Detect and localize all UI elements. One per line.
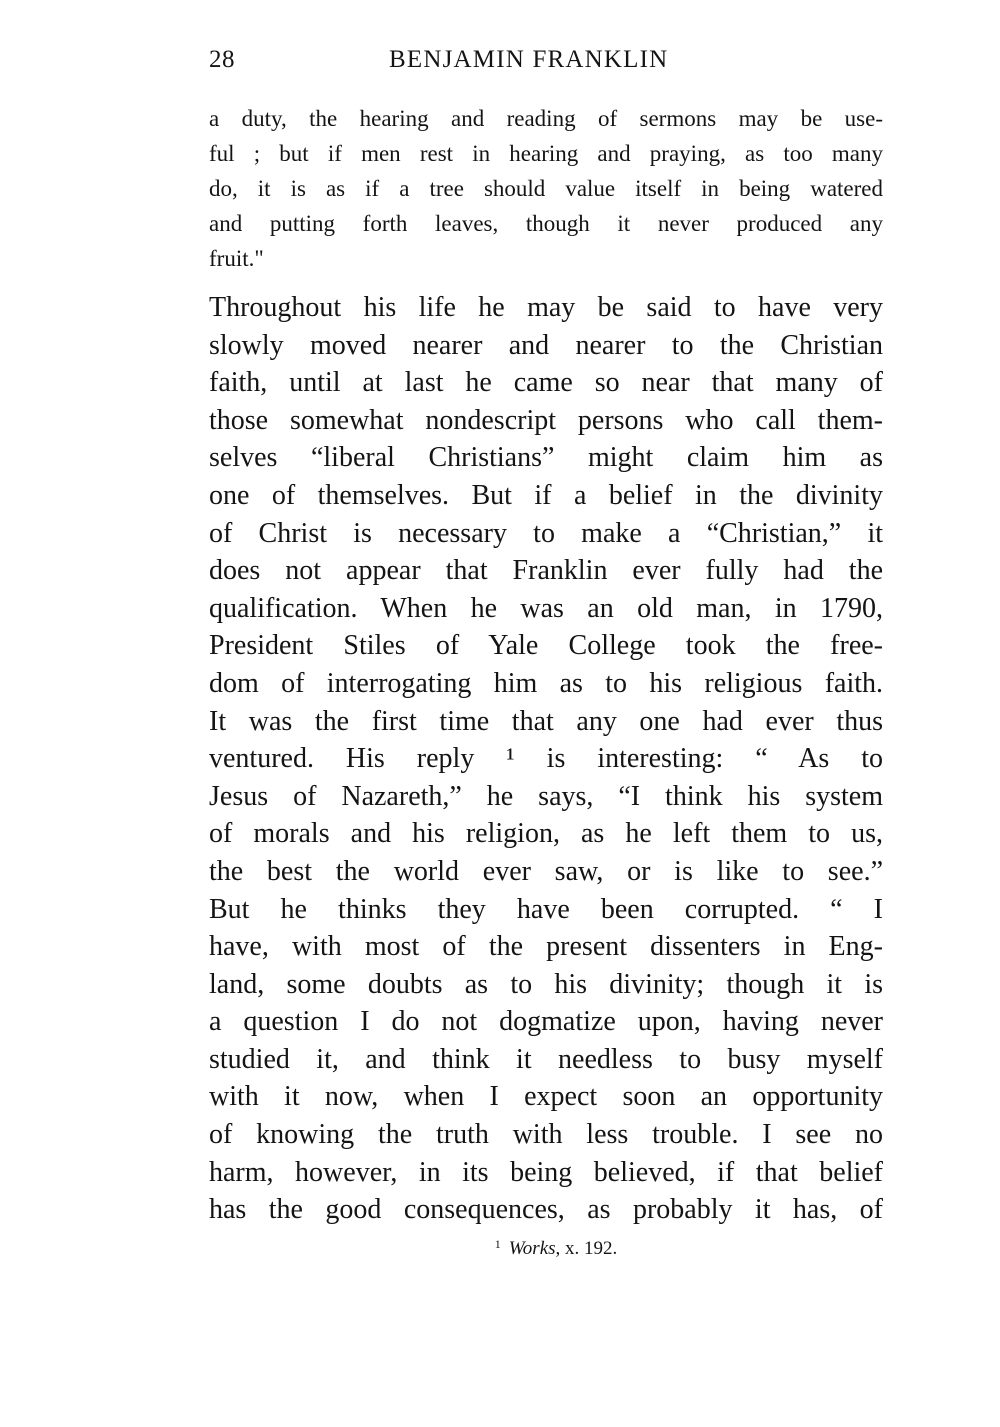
body-line: of morals and his religion, as he left them to us, [209,818,883,850]
footnote-reference: , x. 192. [555,1238,618,1259]
quote-line: ful ; but if men rest in hearing and praying, as too many [209,141,883,166]
body-line: a question I do not dogmatize upon, having never [209,1006,883,1038]
body-line: does not appear that Franklin ever fully had the [209,555,883,587]
body-line: studied it, and think it needless to busy myself [209,1043,883,1075]
body-line: dom of interrogating him as to his religious faith. [209,667,883,699]
quote-line: and putting forth leaves, though it never produced any [209,211,883,236]
body-line: land, some doubts as to his divinity; though it is [209,968,883,1000]
body-line: one of themselves. But if a belief in the divinity [209,479,883,511]
footnote [0,1237,1000,1260]
running-head [209,46,883,82]
quotation-block [209,101,883,276]
body-line: But he thinks they have been corrupted. “ I [209,893,883,925]
quote-line: do, it is as if a tree should value itself in being watered [209,176,883,201]
body-line: with it now, when I expect soon an opportunity [209,1081,883,1113]
body-line: President Stiles of Yale College took the free- [209,630,883,662]
body-line: faith, until at last he came so near that many of [209,367,883,399]
footnote-work-title: Works [508,1238,556,1259]
body-line: the best the world ever saw, or is like to see.” [209,855,883,887]
body-line: of knowing the truth with less trouble. I see no [209,1119,883,1151]
body-line: Jesus of Nazareth,” he says, “I think his system [209,780,883,812]
body-line: harm, however, in its being believed, if that belief [209,1156,883,1188]
body-line: It was the first time that any one had ever thus [209,705,883,737]
quote-line: fruit." [209,246,264,271]
body-line: have, with most of the present dissenters in Eng- [209,931,883,963]
quote-line: a duty, the hearing and reading of sermons may be use- [209,106,883,131]
footnote-marker: 1 [494,1237,501,1251]
body-line: ventured. His reply ¹ is interesting: “ As to [209,743,883,775]
body-line: Throughout his life he may be said to have very [209,292,883,323]
running-title: BENJAMIN FRANKLIN [389,46,669,73]
body-line: qualification. When he was an old man, in 1790, [209,592,883,624]
body-line: those somewhat nondescript persons who call them- [209,404,883,436]
page-number: 28 [209,46,235,73]
body-line: has the good consequences, as probably it has, of [209,1194,883,1226]
body-line: of Christ is necessary to make a “Christian,” it [209,517,883,549]
body-line: selves “liberal Christians” might claim him as [209,442,883,474]
body-line: slowly moved nearer and nearer to the Christian [209,329,883,361]
body-paragraph [209,289,883,1229]
